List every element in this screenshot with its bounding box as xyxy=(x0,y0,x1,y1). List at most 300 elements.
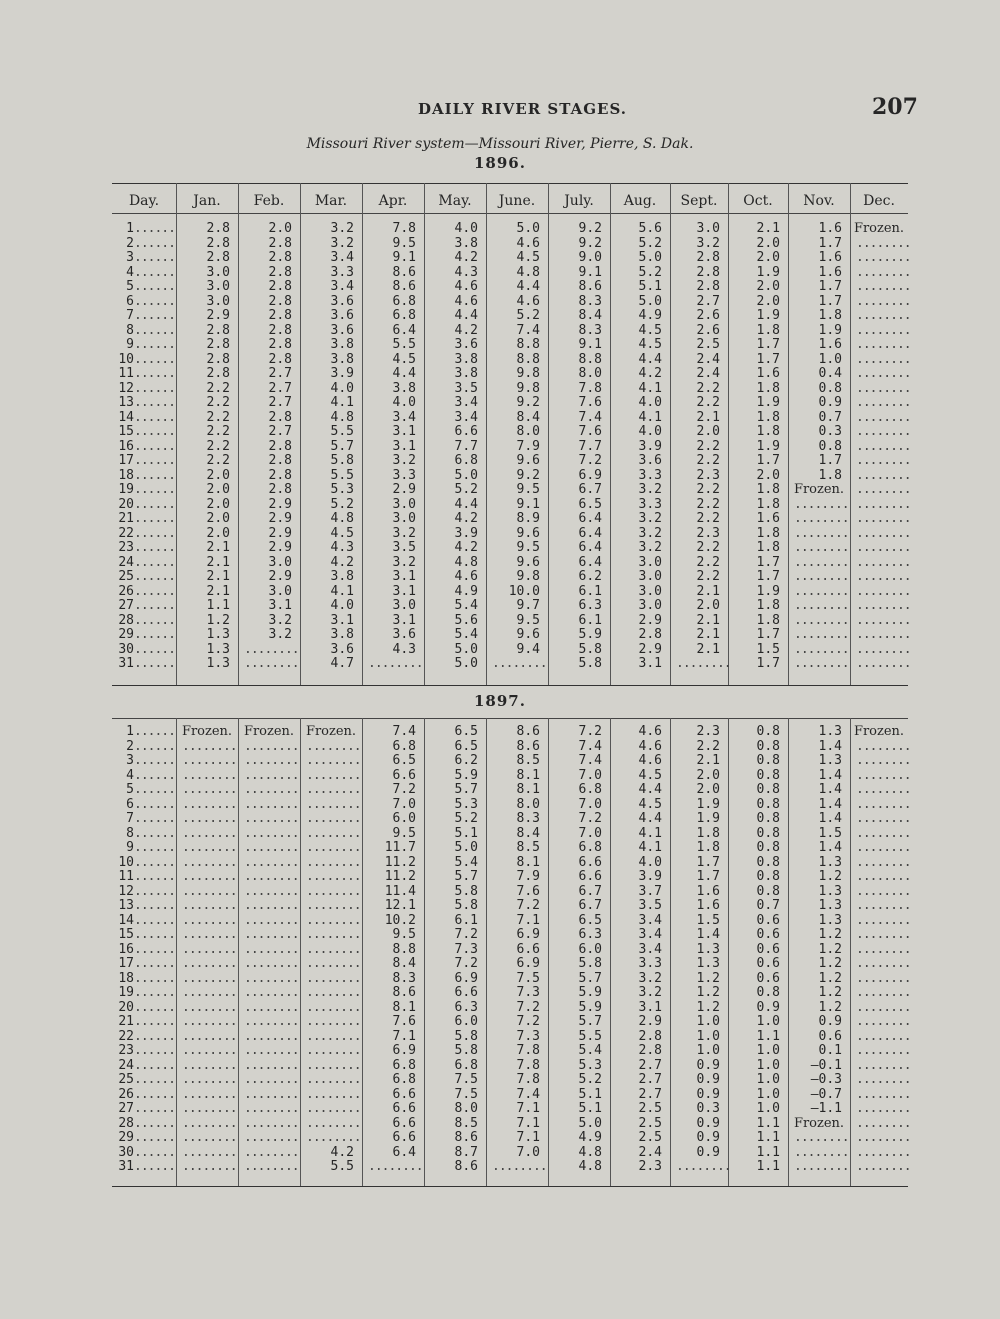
empty-cell: ........ xyxy=(856,970,911,986)
stage-value-july: 7.0 xyxy=(578,767,602,783)
stage-value-feb: 2.8 xyxy=(268,409,292,425)
day-cell xyxy=(112,541,176,556)
stage-value-apr: 9.5 xyxy=(392,825,416,841)
day-cell xyxy=(112,585,176,600)
stage-value-may: 5.0 xyxy=(454,840,478,855)
stage-value-apr: 6.9 xyxy=(392,1043,416,1058)
stage-value-mar: 4.8 xyxy=(330,511,354,526)
stage-value-sept: 2.0 xyxy=(696,598,720,613)
stage-value-sept: 2.3 xyxy=(696,467,720,483)
day-number: 13 xyxy=(118,395,134,410)
empty-cell: ........ xyxy=(182,956,237,971)
stage-value-july: 6.3 xyxy=(578,598,602,613)
stage-value-sept: 2.8 xyxy=(696,279,720,294)
stage-value-aug: 4.2 xyxy=(638,366,662,381)
stage-value-may: 6.3 xyxy=(454,999,478,1015)
stage-value-oct: 2.1 xyxy=(756,221,780,236)
stage-value-nov: 1.4 xyxy=(818,767,842,783)
empty-cell: ........ xyxy=(244,1028,299,1044)
empty-cell: ........ xyxy=(856,898,911,913)
day-cell xyxy=(112,798,176,813)
stage-value-jan: 2.8 xyxy=(206,250,230,265)
day-number: 26 xyxy=(118,583,134,599)
stage-value-may: 4.6 xyxy=(454,569,478,584)
frozen-cell: Frozen. xyxy=(793,482,845,497)
stage-value-june: 7.8 xyxy=(516,1057,540,1073)
stage-value-june: 8.6 xyxy=(516,738,540,754)
leader-dots: ...... xyxy=(134,1144,175,1160)
stage-value-aug: 2.5 xyxy=(638,1101,662,1116)
stage-value-feb: 3.0 xyxy=(268,554,292,570)
day-number: 3 xyxy=(126,250,134,265)
empty-cell: ........ xyxy=(676,656,731,671)
stage-value-aug: 3.3 xyxy=(638,956,662,971)
empty-cell: ........ xyxy=(182,854,237,870)
stage-value-oct: 0.6 xyxy=(756,927,780,942)
day-cell xyxy=(112,628,176,643)
table-row xyxy=(112,222,908,237)
stage-value-mar: 3.6 xyxy=(330,322,354,338)
leader-dots: ...... xyxy=(134,438,175,454)
stage-value-june: 9.2 xyxy=(516,467,540,483)
empty-cell: ........ xyxy=(244,1086,299,1102)
leader-dots: ...... xyxy=(134,511,175,526)
stage-value-july: 9.2 xyxy=(578,221,602,236)
stage-value-sept: 1.4 xyxy=(696,927,720,942)
stage-value-may: 5.4 xyxy=(454,854,478,870)
stage-value-apr: 3.6 xyxy=(392,627,416,642)
stage-value-may: 4.6 xyxy=(454,293,478,309)
stage-value-aug: 3.4 xyxy=(638,941,662,957)
day-number: 14 xyxy=(118,409,134,425)
stage-value-nov: 1.6 xyxy=(818,250,842,265)
leader-dots: ...... xyxy=(134,883,175,899)
stage-value-sept: 2.5 xyxy=(696,337,720,352)
stage-value-aug: 3.4 xyxy=(638,912,662,928)
stage-value-oct: 1.5 xyxy=(756,641,780,657)
leader-dots: ...... xyxy=(134,753,175,768)
stage-value-oct: 1.7 xyxy=(756,656,780,671)
table-row xyxy=(112,725,908,740)
stage-value-july: 8.6 xyxy=(578,279,602,294)
table-row xyxy=(112,1159,911,1175)
leader-dots: ...... xyxy=(134,221,175,236)
stage-value-july: 5.1 xyxy=(578,1101,602,1116)
day-number: 11 xyxy=(118,869,134,884)
day-cell xyxy=(112,841,176,856)
table-row xyxy=(112,1014,911,1030)
empty-cell: ........ xyxy=(794,569,849,584)
stage-value-nov: 0.3 xyxy=(818,424,842,439)
stage-value-feb: 2.8 xyxy=(268,264,292,280)
stage-value-aug: 5.2 xyxy=(638,235,662,251)
day-number: 20 xyxy=(118,496,134,512)
day-cell xyxy=(112,280,176,295)
stage-value-nov: 1.4 xyxy=(818,738,842,754)
day-cell xyxy=(112,353,176,368)
stage-value-june: 8.1 xyxy=(516,782,540,797)
stage-value-july: 5.9 xyxy=(578,627,602,642)
day-cell xyxy=(112,1131,176,1146)
stage-value-oct: 1.8 xyxy=(756,525,780,541)
stage-value-aug: 3.5 xyxy=(638,898,662,913)
stage-value-oct: 1.9 xyxy=(756,395,780,410)
stage-value-june: 6.9 xyxy=(516,927,540,942)
stage-value-may: 5.8 xyxy=(454,898,478,913)
stage-value-july: 9.0 xyxy=(578,250,602,265)
empty-cell: ........ xyxy=(856,279,911,294)
column-header-feb: Feb. xyxy=(253,193,285,209)
stage-value-may: 3.9 xyxy=(454,525,478,541)
stage-value-july: 6.6 xyxy=(578,854,602,870)
stage-value-may: 8.7 xyxy=(454,1144,478,1160)
stage-value-june: 8.0 xyxy=(516,796,540,812)
day-number: 24 xyxy=(118,1057,134,1073)
stage-value-aug: 5.1 xyxy=(638,279,662,294)
stage-value-aug: 4.5 xyxy=(638,796,662,812)
table-row xyxy=(112,1101,911,1117)
stage-value-jan: 2.8 xyxy=(206,221,230,236)
stage-value-may: 4.0 xyxy=(454,221,478,236)
stage-value-aug: 3.6 xyxy=(638,453,662,468)
stage-value-nov: 1.2 xyxy=(818,999,842,1015)
stage-value-nov: 1.6 xyxy=(818,264,842,280)
day-cell xyxy=(112,885,176,900)
day-cell xyxy=(112,1059,176,1074)
stage-value-aug: 4.1 xyxy=(638,380,662,396)
stage-value-sept: 1.5 xyxy=(696,912,720,928)
day-number: 30 xyxy=(118,641,134,657)
stage-value-oct: 1.8 xyxy=(756,409,780,425)
stage-value-sept: 2.4 xyxy=(696,366,720,381)
day-cell xyxy=(112,1088,176,1103)
stage-value-apr: 8.6 xyxy=(392,264,416,280)
stage-value-aug: 5.0 xyxy=(638,293,662,309)
stage-value-aug: 4.1 xyxy=(638,840,662,855)
stage-value-apr: 4.4 xyxy=(392,366,416,381)
stage-value-sept: 1.7 xyxy=(696,869,720,884)
day-cell xyxy=(112,1102,176,1117)
stage-value-july: 7.4 xyxy=(578,738,602,754)
day-number: 22 xyxy=(118,525,134,541)
day-number: 13 xyxy=(118,898,134,913)
empty-cell: ........ xyxy=(856,366,911,381)
empty-cell: ........ xyxy=(856,985,911,1000)
stage-value-nov: 1.3 xyxy=(818,912,842,928)
stage-value-may: 3.4 xyxy=(454,409,478,425)
stage-value-july: 6.4 xyxy=(578,554,602,570)
stage-value-july: 6.4 xyxy=(578,525,602,541)
leader-dots: ...... xyxy=(134,825,175,841)
stage-value-june: 8.8 xyxy=(516,351,540,367)
stage-value-may: 5.0 xyxy=(454,641,478,657)
stage-value-aug: 4.5 xyxy=(638,337,662,352)
empty-cell: ........ xyxy=(856,1057,911,1073)
table-row xyxy=(112,956,911,972)
stage-value-june: 7.2 xyxy=(516,999,540,1015)
stage-value-nov: 1.4 xyxy=(818,840,842,855)
day-cell xyxy=(112,754,176,769)
stage-value-may: 5.4 xyxy=(454,627,478,642)
stage-value-mar: 4.5 xyxy=(330,525,354,541)
table-row xyxy=(112,753,911,769)
stage-value-nov: 1.7 xyxy=(818,453,842,468)
stage-value-may: 6.5 xyxy=(454,724,478,739)
stage-value-apr: 3.0 xyxy=(392,511,416,526)
empty-cell: ........ xyxy=(856,641,911,657)
day-number: 23 xyxy=(118,1043,134,1058)
stage-value-july: 8.3 xyxy=(578,293,602,309)
leader-dots: ...... xyxy=(134,453,175,468)
stage-value-june: 9.4 xyxy=(516,641,540,657)
stage-value-july: 7.4 xyxy=(578,409,602,425)
stage-value-may: 3.6 xyxy=(454,337,478,352)
empty-cell: ........ xyxy=(368,656,423,671)
stage-value-feb: 2.9 xyxy=(268,569,292,584)
stage-value-feb: 2.7 xyxy=(268,380,292,396)
stage-value-sept: 2.1 xyxy=(696,409,720,425)
empty-cell: ........ xyxy=(244,1130,299,1145)
day-cell xyxy=(112,769,176,784)
stage-value-oct: 2.0 xyxy=(756,279,780,294)
stage-value-oct: 1.1 xyxy=(756,1159,780,1174)
stage-value-sept: 0.9 xyxy=(696,1130,720,1145)
stage-value-apr: 10.2 xyxy=(384,912,416,928)
day-number: 21 xyxy=(118,1014,134,1029)
day-cell xyxy=(112,556,176,571)
empty-cell: ........ xyxy=(794,583,849,599)
empty-cell: ........ xyxy=(244,1159,299,1174)
stage-value-june: 9.5 xyxy=(516,540,540,555)
stage-value-june: 4.4 xyxy=(516,279,540,294)
empty-cell: ........ xyxy=(856,956,911,971)
stage-value-july: 6.1 xyxy=(578,583,602,599)
stage-value-oct: 1.1 xyxy=(756,1130,780,1145)
stage-value-sept: 2.0 xyxy=(696,424,720,439)
stage-value-july: 5.2 xyxy=(578,1072,602,1087)
stage-value-apr: 9.5 xyxy=(392,235,416,251)
stage-value-apr: 6.6 xyxy=(392,1101,416,1116)
stage-value-oct: 0.8 xyxy=(756,782,780,797)
day-number: 9 xyxy=(126,840,134,855)
stage-value-may: 3.4 xyxy=(454,395,478,410)
table-row xyxy=(112,293,911,310)
stage-value-feb: 2.8 xyxy=(268,438,292,454)
stage-value-nov: 1.5 xyxy=(818,825,842,841)
empty-cell: ........ xyxy=(856,1101,911,1116)
stage-value-july: 5.9 xyxy=(578,985,602,1000)
stage-value-oct: 1.1 xyxy=(756,1115,780,1131)
empty-cell: ........ xyxy=(794,540,849,555)
empty-cell: ........ xyxy=(182,1144,237,1160)
day-cell xyxy=(112,266,176,281)
stage-value-jan: 2.1 xyxy=(206,554,230,570)
stage-value-jan: 1.3 xyxy=(206,656,230,671)
stage-value-sept: 1.3 xyxy=(696,956,720,971)
empty-cell: ........ xyxy=(856,409,911,425)
stage-value-sept: 2.7 xyxy=(696,293,720,309)
stage-value-apr: 7.0 xyxy=(392,796,416,812)
stage-value-july: 7.2 xyxy=(578,724,602,739)
stage-value-jan: 3.0 xyxy=(206,293,230,309)
leader-dots: ...... xyxy=(134,250,175,265)
table-row xyxy=(112,569,911,585)
table-row xyxy=(112,1072,911,1088)
stage-value-nov: 1.2 xyxy=(818,941,842,957)
column-header-june: June. xyxy=(498,193,536,209)
stage-value-apr: 3.0 xyxy=(392,598,416,613)
empty-cell: ........ xyxy=(856,840,911,855)
table-row xyxy=(112,264,911,281)
empty-cell: ........ xyxy=(794,1144,849,1160)
stage-value-jan: 1.3 xyxy=(206,641,230,657)
table-row xyxy=(112,1144,911,1161)
stage-value-may: 4.3 xyxy=(454,264,478,280)
stage-value-july: 9.1 xyxy=(578,264,602,280)
stage-value-feb: 2.8 xyxy=(268,351,292,367)
stage-value-aug: 3.7 xyxy=(638,883,662,899)
stage-value-oct: 1.9 xyxy=(756,583,780,599)
stage-value-jan: 2.2 xyxy=(206,424,230,439)
table-row xyxy=(112,453,911,469)
empty-cell: ........ xyxy=(856,482,911,497)
stage-value-nov: 1.3 xyxy=(818,724,842,739)
day-number: 16 xyxy=(118,438,134,454)
table-row xyxy=(112,395,911,411)
stage-value-mar: 3.6 xyxy=(330,308,354,323)
empty-cell: ........ xyxy=(244,927,299,942)
stage-value-sept: 2.1 xyxy=(696,583,720,599)
empty-cell: ........ xyxy=(182,1101,237,1116)
stage-value-july: 6.8 xyxy=(578,782,602,797)
stage-value-oct: 0.8 xyxy=(756,753,780,768)
stage-value-june: 9.6 xyxy=(516,453,540,468)
stage-value-june: 7.0 xyxy=(516,1144,540,1160)
stage-value-jan: 2.8 xyxy=(206,235,230,251)
empty-cell: ........ xyxy=(244,753,299,768)
stage-value-june: 7.1 xyxy=(516,912,540,928)
empty-cell: ........ xyxy=(182,1057,237,1073)
stage-value-june: 4.5 xyxy=(516,250,540,265)
stage-value-july: 6.9 xyxy=(578,467,602,483)
day-number: 4 xyxy=(126,264,134,280)
table-row xyxy=(112,496,911,513)
stage-value-nov: 0.6 xyxy=(818,1028,842,1044)
stage-value-feb: 3.1 xyxy=(268,598,292,613)
stage-value-jan: 2.2 xyxy=(206,395,230,410)
day-number: 5 xyxy=(126,279,134,294)
day-cell xyxy=(112,512,176,527)
empty-cell: ........ xyxy=(182,1086,237,1102)
stage-value-feb: 2.7 xyxy=(268,395,292,410)
empty-cell: ........ xyxy=(794,1159,849,1174)
empty-cell: ........ xyxy=(306,1043,361,1058)
stage-value-nov: 1.3 xyxy=(818,898,842,913)
stage-value-feb: 2.8 xyxy=(268,279,292,294)
empty-cell: ........ xyxy=(244,796,299,812)
stage-value-sept: 1.2 xyxy=(696,970,720,986)
stage-value-apr: 7.4 xyxy=(392,724,416,739)
stage-value-june: 8.5 xyxy=(516,840,540,855)
stage-value-oct: 1.8 xyxy=(756,482,780,497)
stage-value-jan: 2.8 xyxy=(206,351,230,367)
stage-value-mar: 3.1 xyxy=(330,612,354,628)
empty-cell: ........ xyxy=(794,627,849,642)
stage-value-oct: 1.8 xyxy=(756,424,780,439)
stage-value-aug: 2.4 xyxy=(638,1144,662,1160)
stage-value-oct: 0.7 xyxy=(756,898,780,913)
stage-value-mar: 3.8 xyxy=(330,351,354,367)
stage-value-nov: 0.4 xyxy=(818,366,842,381)
stage-value-july: 6.7 xyxy=(578,898,602,913)
leader-dots: ...... xyxy=(134,782,175,797)
empty-cell: ........ xyxy=(856,540,911,555)
table-row xyxy=(112,1057,911,1074)
stage-value-may: 7.5 xyxy=(454,1086,478,1102)
empty-cell: ........ xyxy=(492,656,547,671)
stage-value-aug: 3.0 xyxy=(638,583,662,599)
table-row xyxy=(112,337,911,353)
day-number: 5 xyxy=(126,782,134,797)
empty-cell: ........ xyxy=(856,869,911,884)
day-cell xyxy=(112,222,176,237)
stage-value-feb: 2.8 xyxy=(268,250,292,265)
day-number: 19 xyxy=(118,985,134,1000)
stage-value-jan: 2.8 xyxy=(206,322,230,338)
empty-cell: ........ xyxy=(856,1043,911,1058)
stage-value-oct: 0.8 xyxy=(756,767,780,783)
day-number: 28 xyxy=(118,612,134,628)
day-cell xyxy=(112,1160,176,1175)
stage-value-july: 6.3 xyxy=(578,927,602,942)
stage-value-july: 6.6 xyxy=(578,869,602,884)
stage-value-july: 7.2 xyxy=(578,811,602,826)
day-cell xyxy=(112,440,176,455)
stage-value-nov: 1.6 xyxy=(818,221,842,236)
empty-cell: ........ xyxy=(856,854,911,870)
stage-value-may: 4.2 xyxy=(454,250,478,265)
stage-value-apr: 6.6 xyxy=(392,1086,416,1102)
table-row xyxy=(112,1086,911,1103)
stage-value-july: 6.7 xyxy=(578,883,602,899)
empty-cell: ........ xyxy=(244,883,299,899)
stage-value-sept: 1.7 xyxy=(696,854,720,870)
empty-cell: ........ xyxy=(244,869,299,884)
empty-cell: ........ xyxy=(794,511,849,526)
empty-cell: ........ xyxy=(244,656,299,671)
empty-cell: ........ xyxy=(306,1028,361,1044)
stage-value-aug: 2.5 xyxy=(638,1115,662,1131)
column-header-mar: Mar. xyxy=(314,193,348,209)
stage-value-july: 5.1 xyxy=(578,1086,602,1102)
stage-value-july: 9.2 xyxy=(578,235,602,251)
empty-cell: ........ xyxy=(856,308,911,323)
leader-dots: ...... xyxy=(134,898,175,913)
leader-dots: ...... xyxy=(134,409,175,425)
stage-value-mar: 4.1 xyxy=(330,395,354,410)
stage-value-aug: 4.1 xyxy=(638,409,662,425)
stage-value-mar: 3.2 xyxy=(330,235,354,251)
stage-value-sept: 2.2 xyxy=(696,554,720,570)
empty-cell: ........ xyxy=(856,883,911,899)
stage-value-june: 8.3 xyxy=(516,811,540,826)
empty-cell: ........ xyxy=(244,738,299,754)
stage-value-nov: 1.9 xyxy=(818,322,842,338)
stage-value-sept: 1.0 xyxy=(696,1028,720,1044)
empty-cell: ........ xyxy=(306,854,361,870)
stage-value-apr: 11.7 xyxy=(384,840,416,855)
day-number: 20 xyxy=(118,999,134,1015)
